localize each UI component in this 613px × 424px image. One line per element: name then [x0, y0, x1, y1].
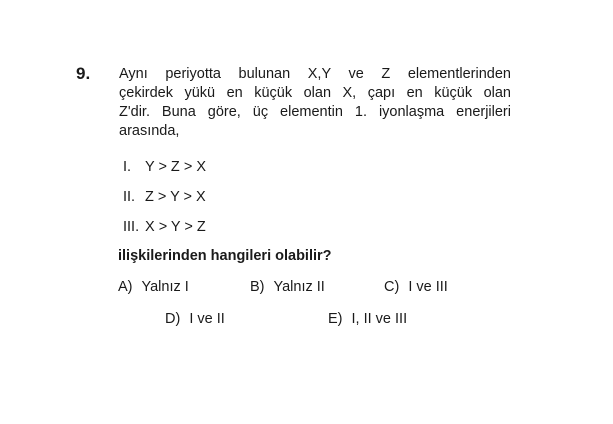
stem-line: Z'dir. Buna göre, üç elementin 1. iyonlaşma enerjileri	[119, 104, 511, 120]
statement-iii	[123, 219, 206, 235]
choice-letter: D)	[165, 311, 181, 327]
choice-e[interactable]	[328, 311, 407, 327]
stem-line: çekirdek yükü en küçük olan X, çapı en küçük olan	[119, 85, 511, 101]
choice-d[interactable]	[165, 311, 225, 327]
choice-letter: A)	[118, 279, 133, 295]
statement-numeral: III.	[123, 219, 140, 235]
statement-text: X > Y > Z	[145, 219, 206, 235]
choice-text: Yalnız II	[273, 279, 325, 295]
choice-c[interactable]	[384, 279, 448, 295]
statement-numeral: II.	[123, 189, 136, 205]
statement-text: Z > Y > X	[145, 189, 206, 205]
choice-text: I ve III	[408, 279, 448, 295]
question-prompt: ilişkilerinden hangileri olabilir?	[118, 248, 332, 264]
choice-text: I ve II	[189, 311, 225, 327]
choice-letter: E)	[328, 311, 343, 327]
choice-b[interactable]	[250, 279, 325, 295]
statement-text: Y > Z > X	[145, 159, 206, 175]
choice-a[interactable]	[118, 279, 189, 295]
statement-numeral: I.	[123, 159, 132, 175]
choice-text: Yalnız I	[141, 279, 189, 295]
choice-letter: C)	[384, 279, 400, 295]
question-stem	[119, 65, 511, 141]
stem-line: Aynı periyotta bulunan X,Y ve Z elementlerinden	[119, 66, 511, 82]
question-number: 9.	[76, 64, 91, 83]
choice-letter: B)	[250, 279, 265, 295]
statement-ii	[123, 189, 206, 205]
stem-line: arasında,	[119, 123, 180, 139]
statement-i	[123, 159, 206, 175]
choice-text: I, II ve III	[351, 311, 408, 327]
